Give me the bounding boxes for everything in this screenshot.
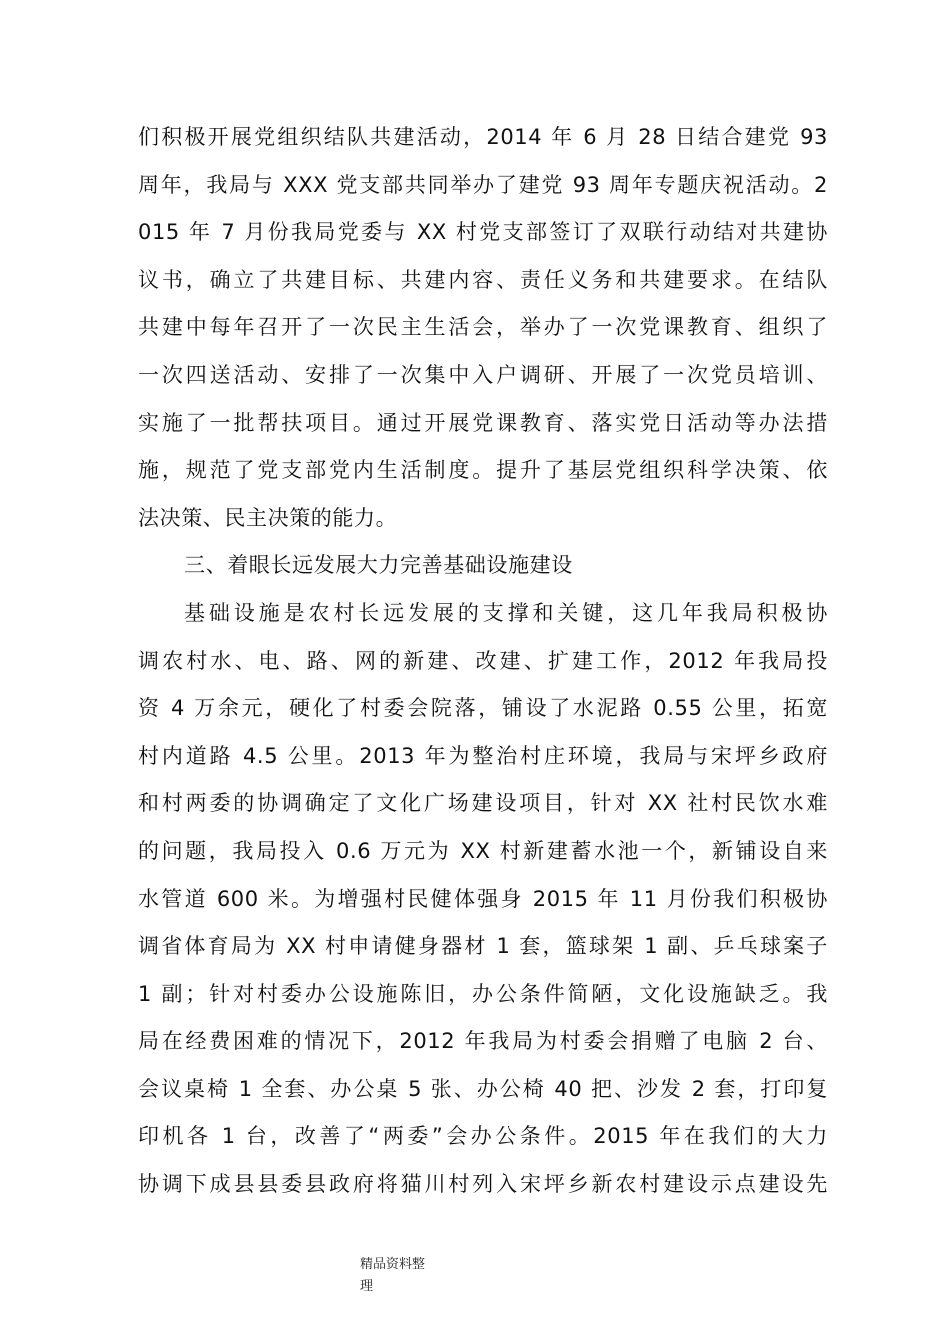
paragraph-line: 一次四送活动、安排了一次集中入户调研、开展了一次党员培训、 <box>138 362 828 387</box>
paragraph-line: 水管道 600 米。为增强村民健体强身 2015 年 11 月份我们积极协 <box>138 886 828 911</box>
paragraph-line: 会议桌椅 1 全套、办公桌 5 张、办公椅 40 把、沙发 2 套，打印复 <box>138 1076 828 1101</box>
paragraph-line: 调省体育局为 XX 村申请健身器材 1 套，篮球架 1 副、乒乓球案子 <box>138 934 828 959</box>
paragraph-line: 1 副；针对村委办公设施陈旧，办公条件简陋，文化设施缺乏。我 <box>138 981 828 1006</box>
paragraph-line: 的问题，我局投入 0.6 万元为 XX 村新建蓄水池一个，新铺设自来 <box>138 838 828 863</box>
paragraph-line: 印机各 1 台，改善了“两委”会办公条件。2015 年在我们的大力 <box>138 1124 828 1149</box>
paragraph-line: 施，规范了党支部党内生活制度。提升了基层党组织科学决策、依 <box>138 458 828 483</box>
footer-note <box>360 1254 480 1298</box>
paragraph-line: 法决策、民主决策的能力。 <box>138 505 398 530</box>
paragraph-line: 调农村水、电、路、网的新建、改建、扩建工作，2012 年我局投 <box>138 648 828 673</box>
paragraph-line: 议书，确立了共建目标、共建内容、责任义务和共建要求。在结队 <box>138 267 828 292</box>
paragraph-line: 协调下成县县委县政府将猫川村列入宋坪乡新农村建设示点建设先 <box>138 1172 828 1197</box>
paragraph-line: 局在经费困难的情况下，2012 年我局为村委会捐赠了电脑 2 台、 <box>138 1029 828 1054</box>
paragraph-line: 015 年 7 月份我局党委与 XX 村党支部签订了双联行动结对共建协 <box>138 220 828 245</box>
paragraph-line: 村内道路 4.5 公里。2013 年为整治村庄环境，我局与宋坪乡政府 <box>138 743 828 768</box>
paragraph-line: 基础设施是农村长远发展的支撑和关键，这几年我局积极协 <box>184 600 828 625</box>
paragraph-line: 资 4 万余元，硬化了村委会院落，铺设了水泥路 0.55 公里，拓宽 <box>138 696 828 721</box>
paragraph-line: 实施了一批帮扶项目。通过开展党课教育、落实党日活动等办法措 <box>138 410 828 435</box>
section-heading: 三、着眼长远发展大力完善基础设施建设 <box>184 553 573 578</box>
paragraph-line: 和村两委的协调确定了文化广场建设项目，针对 XX 社村民饮水难 <box>138 791 828 816</box>
body-text <box>138 114 828 1209</box>
paragraph-line: 们积极开展党组织结队共建活动，2014 年 6 月 28 日结合建党 93 <box>138 125 828 149</box>
paragraph-line: 周年，我局与 XXX 党支部共同举办了建党 93 周年专题庆祝活动。2 <box>138 172 828 197</box>
footer-line-2: 理 <box>360 1279 374 1294</box>
footer-line-1: 精品资料整 <box>360 1257 426 1272</box>
paragraph-line: 共建中每年召开了一次民主生活会，举办了一次党课教育、组织了 <box>138 315 828 340</box>
